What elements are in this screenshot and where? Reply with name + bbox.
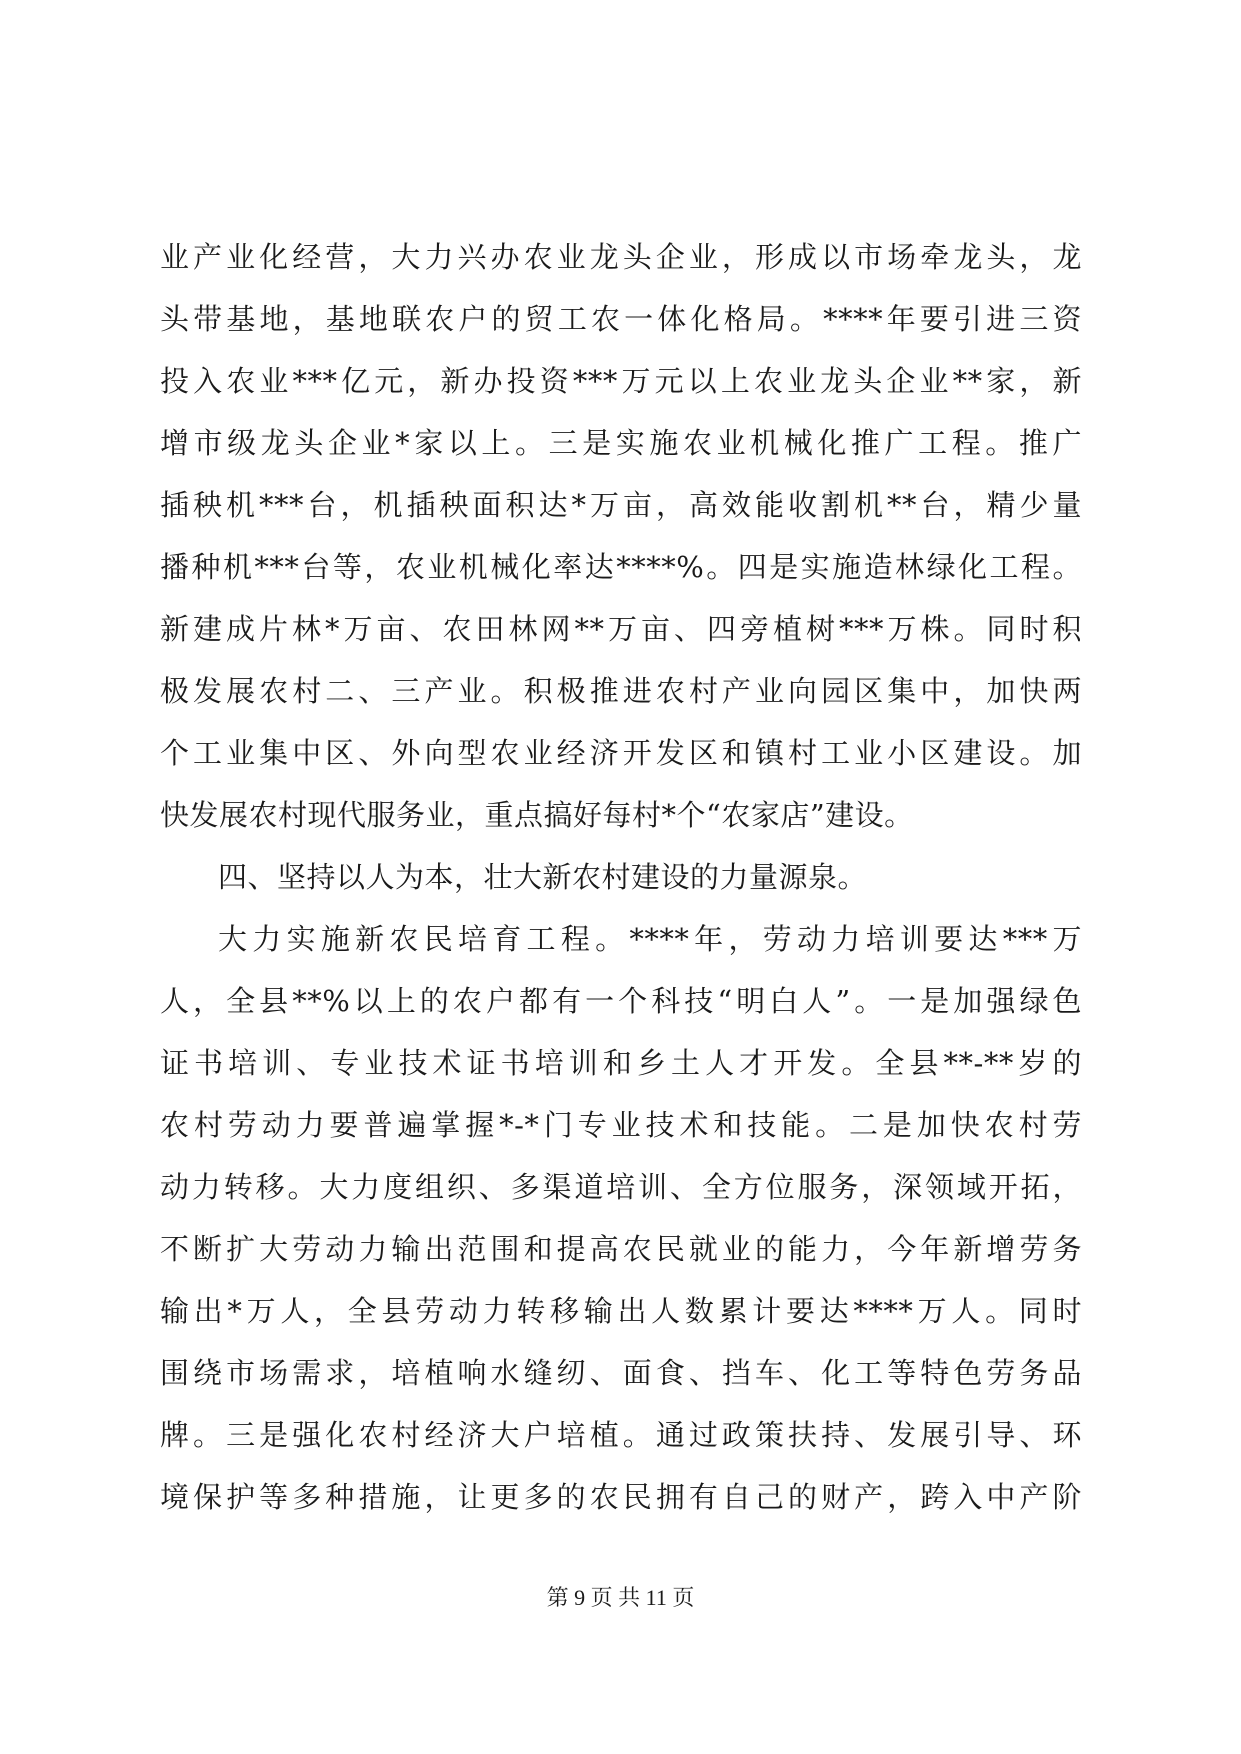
body-line: 不断扩大劳动力输出范围和提高农民就业的能力，今年新增劳务: [160, 1232, 1082, 1266]
body-line: 新建成片林*万亩、农田林网**万亩、四旁植树***万株。同时积: [160, 612, 1082, 646]
body-line: 围绕市场需求，培植响水缝纫、面食、挡车、化工等特色劳务品: [160, 1356, 1082, 1390]
body-line: 播种机***台等，农业机械化率达****%。四是实施造林绿化工程。: [160, 550, 1082, 584]
document-body: [160, 226, 1082, 1528]
body-line: 人，全县**%以上的农户都有一个科技“明白人”。一是加强绿色: [160, 984, 1082, 1018]
section-heading: 四、坚持以人为本，壮大新农村建设的力量源泉。: [218, 860, 868, 894]
body-line: 快发展农村现代服务业，重点搞好每村*个“农家店”建设。: [160, 798, 914, 832]
body-line: 境保护等多种措施，让更多的农民拥有自己的财产，跨入中产阶: [160, 1480, 1082, 1514]
body-line: 头带基地，基地联农户的贸工农一体化格局。****年要引进三资: [160, 302, 1082, 336]
body-line: 个工业集中区、外向型农业经济开发区和镇村工业小区建设。加: [160, 736, 1082, 770]
page-footer: [0, 1583, 1241, 1613]
body-line: 牌。三是强化农村经济大户培植。通过政策扶持、发展引导、环: [160, 1418, 1082, 1452]
page-number-label: 第 9 页 共 11 页: [546, 1585, 695, 1610]
body-line: 动力转移。大力度组织、多渠道培训、全方位服务，深领域开拓，: [160, 1170, 1082, 1204]
body-line: 投入农业***亿元，新办投资***万元以上农业龙头企业**家，新: [160, 364, 1082, 398]
body-line: 农村劳动力要普遍掌握*-*门专业技术和技能。二是加快农村劳: [160, 1108, 1082, 1142]
body-line: 大力实施新农民培育工程。****年，劳动力培训要达***万: [218, 922, 1082, 956]
body-line: 证书培训、专业技术证书培训和乡土人才开发。全县**-**岁的: [160, 1046, 1082, 1080]
body-line: 极发展农村二、三产业。积极推进农村产业向园区集中，加快两: [160, 674, 1082, 708]
body-line: 业产业化经营，大力兴办农业龙头企业，形成以市场牵龙头，龙: [160, 240, 1082, 274]
body-line: 插秧机***台，机插秧面积达*万亩，高效能收割机**台，精少量: [160, 488, 1082, 522]
body-line: 增市级龙头企业*家以上。三是实施农业机械化推广工程。推广: [160, 426, 1082, 460]
body-line: 输出*万人，全县劳动力转移输出人数累计要达****万人。同时: [160, 1294, 1082, 1328]
